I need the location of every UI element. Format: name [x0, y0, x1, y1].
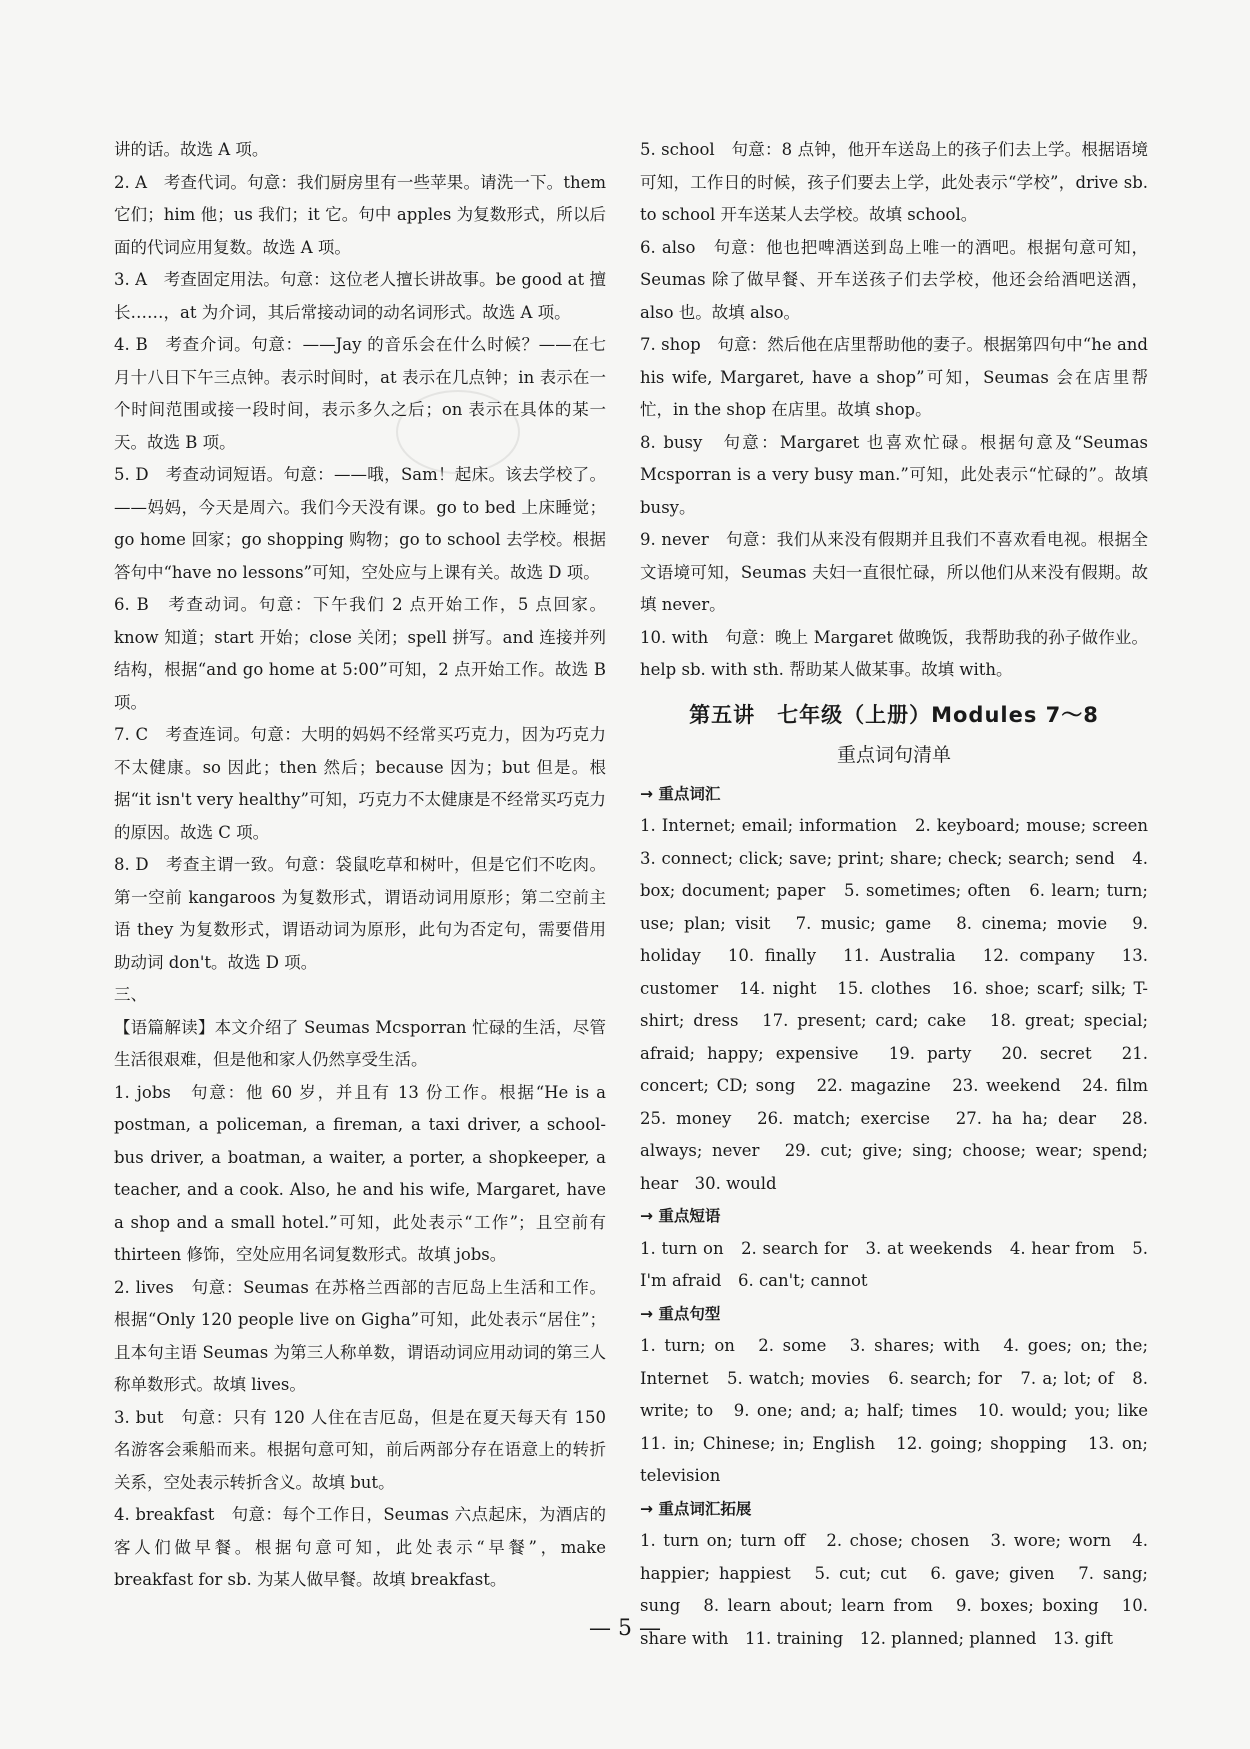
answer-paragraph: 讲的话。故选 A 项。 [114, 140, 269, 159]
phrase-heading: → 重点短语 [640, 1207, 721, 1225]
answer-paragraph: 8. D 考查主谓一致。句意：袋鼠吃草和树叶，但是它们不吃肉。第一空前 kangaroos 为复数形式，谓语动词用原形；第二空前主语 they 为复数形式，谓语动词为原形，此句为否定句，需要借用助动词 don't。故选 D 项。 [114, 855, 606, 972]
section-subtitle: 重点词句清单 [836, 744, 951, 766]
answer-paragraph: 9. never 句意：我们从来没有假期并且我们不喜欢看电视。根据全文语境可知，Seumas 夫妇一直很忙碌，所以他们从来没有假期。故填 never。 [640, 530, 1148, 614]
answer-paragraph: 7. shop 句意：然后他在店里帮助他的妻子。根据第四句中“he and his wife, Margaret, have a shop”可知，Seumas 会在店里帮忙，in the shop 在店里。故填 shop。 [640, 335, 1148, 419]
answer-paragraph: 10. with 句意：晚上 Margaret 做晚饭，我帮助我的孙子做作业。help sb. with sth. 帮助某人做某事。故填 with。 [640, 627, 1148, 679]
vocab-heading: → 重点词汇 [640, 784, 721, 803]
part-heading: 三、 [114, 985, 147, 1004]
expand-heading: → 重点词汇拓展 [640, 1499, 752, 1518]
answer-paragraph: 1. jobs 句意：他 60 岁，并且有 13 份工作。根据“He is a postman, a policeman, a fireman, a taxi driver, a school-bus driver, a boatman, a waiter, a porter, a shopkeeper, a teacher, and a cook. Also, he and his wife, Margaret, have a shop and a small hotel.”可知，此处表示“工作”；且空前有 thirteen 修饰，空处应用名词复数形式。故填 jobs。 [114, 1082, 606, 1264]
answer-paragraph: 5. school 句意：8 点钟，他开车送岛上的孩子们去上学。根据语境可知，工作日的时候，孩子们要去上学，此处表示“学校”，drive sb. to school 开车送某人去学校。故填 school。 [640, 140, 1148, 224]
passage-summary: 【语篇解读】本文介绍了 Seumas Mcsporran 忙碌的生活，尽管生活很艰难，但是他和家人仍然享受生活。 [114, 1017, 606, 1069]
answer-paragraph: 3. A 考查固定用法。句意：这位老人擅长讲故事。be good at 擅长……，at 为介词，其后常接动词的动名词形式。故选 A 项。 [114, 270, 606, 322]
answer-paragraph: 6. also 句意：他也把啤酒送到岛上唯一的酒吧。根据句意可知，Seumas 除了做早餐、开车送孩子们去学校，他还会给酒吧送酒，also 也。故填 also。 [640, 237, 1148, 322]
answer-paragraph: 3. but 句意：只有 120 人住在吉厄岛，但是在夏天每天有 150 名游客会乘船而来。根据句意可知，前后两部分存在语意上的转折关系，空处表示转折含义。故填 but。 [114, 1407, 606, 1492]
sentence-list: 1. turn; on 2. some 3. shares; with 4. goes; on; the; Internet 5. watch; movies 6. search; for 7. a; lot; of 8. write; to 9. one; and; a; half; times 10. would; you; like 11. in; Chinese; in; English 12. going; shopping 13. on; television [640, 1336, 1165, 1485]
vocab-list: 1. Internet; email; information 2. keyboard; mouse; screen 3. connect; click; save; print; share; check; search; send 4. box; document; paper 5. sometimes; often 6. learn; turn; use; plan; visit 7. music; game 8. cinema; movie 9. holiday 10. finally 11. Australia 12. company 13. customer 14. night 15. clothes 16. shoe; scarf; silk; T-shirt; dress 17. present; card; cake 18. great; special; afraid; happy; expensive 19. party 20. secret 21. concert; CD; song 22. magazine 23. weekend 24. film 25. money 26. match; exercise 27. ha ha; dear 28. always; never 29. cut; give; sing; choose; wear; spend; hear 30. would [640, 816, 1165, 1193]
answer-paragraph: 8. busy 句意：Margaret 也喜欢忙碌。根据句意及“Seumas Mcsporran is a very busy man.”可知，此处表示“忙碌的”。故填 busy。 [640, 432, 1148, 517]
answer-paragraph: 2. lives 句意：Seumas 在苏格兰西部的吉厄岛上生活和工作。根据“Only 120 people live on Gigha”可知，此处表示“居住”；且本句主语 Seumas 为第三人称单数，谓语动词应用动词的第三人称单数形式。故填 lives。 [114, 1277, 606, 1394]
phrase-list: 1. turn on 2. search for 3. at weekends 4. hear from 5. I'm afraid 6. can't; cannot [640, 1238, 1148, 1290]
page-number: — 5 — [589, 1616, 661, 1641]
answer-paragraph: 4. B 考查介词。句意：——Jay 的音乐会在什么时候？——在七月十八日下午三点钟。表示时间时，at 表示在几点钟；in 表示在一个时间范围或接一段时间，表示多久之后；on 表示在具体的某一天。故选 B 项。 [114, 335, 606, 452]
sentence-heading: → 重点句型 [640, 1304, 721, 1323]
answer-paragraph: 5. D 考查动词短语。句意：——哦，Sam！起床。该去学校了。——妈妈，今天是周六。我们今天没有课。go to bed 上床睡觉；go home 回家；go shopping 购物；go to school 去学校。根据答句中“have no lessons”可知，空处应与上课有关。故选 D 项。 [114, 465, 606, 582]
answer-paragraph: 4. breakfast 句意：每个工作日，Seumas 六点起床，为酒店的客人们做早餐。根据句意可知，此处表示“早餐”，make breakfast for sb. 为某人做早餐。故填 breakfast。 [114, 1505, 606, 1589]
left-column [114, 134, 606, 1597]
right-column [640, 134, 1165, 1655]
answer-paragraph: 2. A 考查代词。句意：我们厨房里有一些苹果。请洗一下。them 它们；him 他；us 我们；it 它。句中 apples 为复数形式，所以后面的代词应用复数。故选 A 项。 [114, 172, 606, 257]
answer-paragraph: 7. C 考查连词。句意：大明的妈妈不经常买巧克力，因为巧克力不太健康。so 因此；then 然后；because 因为；but 但是。根据“it isn't very healthy”可知，巧克力不太健康是不经常买巧克力的原因。故选 C 项。 [114, 725, 606, 842]
expand-list: 1. turn on; turn off 2. chose; chosen 3. wore; worn 4. happier; happiest 5. cut; cut 6. gave; given 7. sang; sung 8. learn about; learn from 9. boxes; boxing 10. share with 11. training 12. planned; planned 13. gift [640, 1531, 1148, 1648]
answer-paragraph: 6. B 考查动词。句意：下午我们 2 点开始工作，5 点回家。know 知道；start 开始；close 关闭；spell 拼写。and 连接并列结构，根据“and go home at 5:00”可知，2 点开始工作。故选 B 项。 [114, 595, 606, 712]
section-title: 第五讲 七年级（上册）Modules 7～8 [689, 702, 1099, 727]
